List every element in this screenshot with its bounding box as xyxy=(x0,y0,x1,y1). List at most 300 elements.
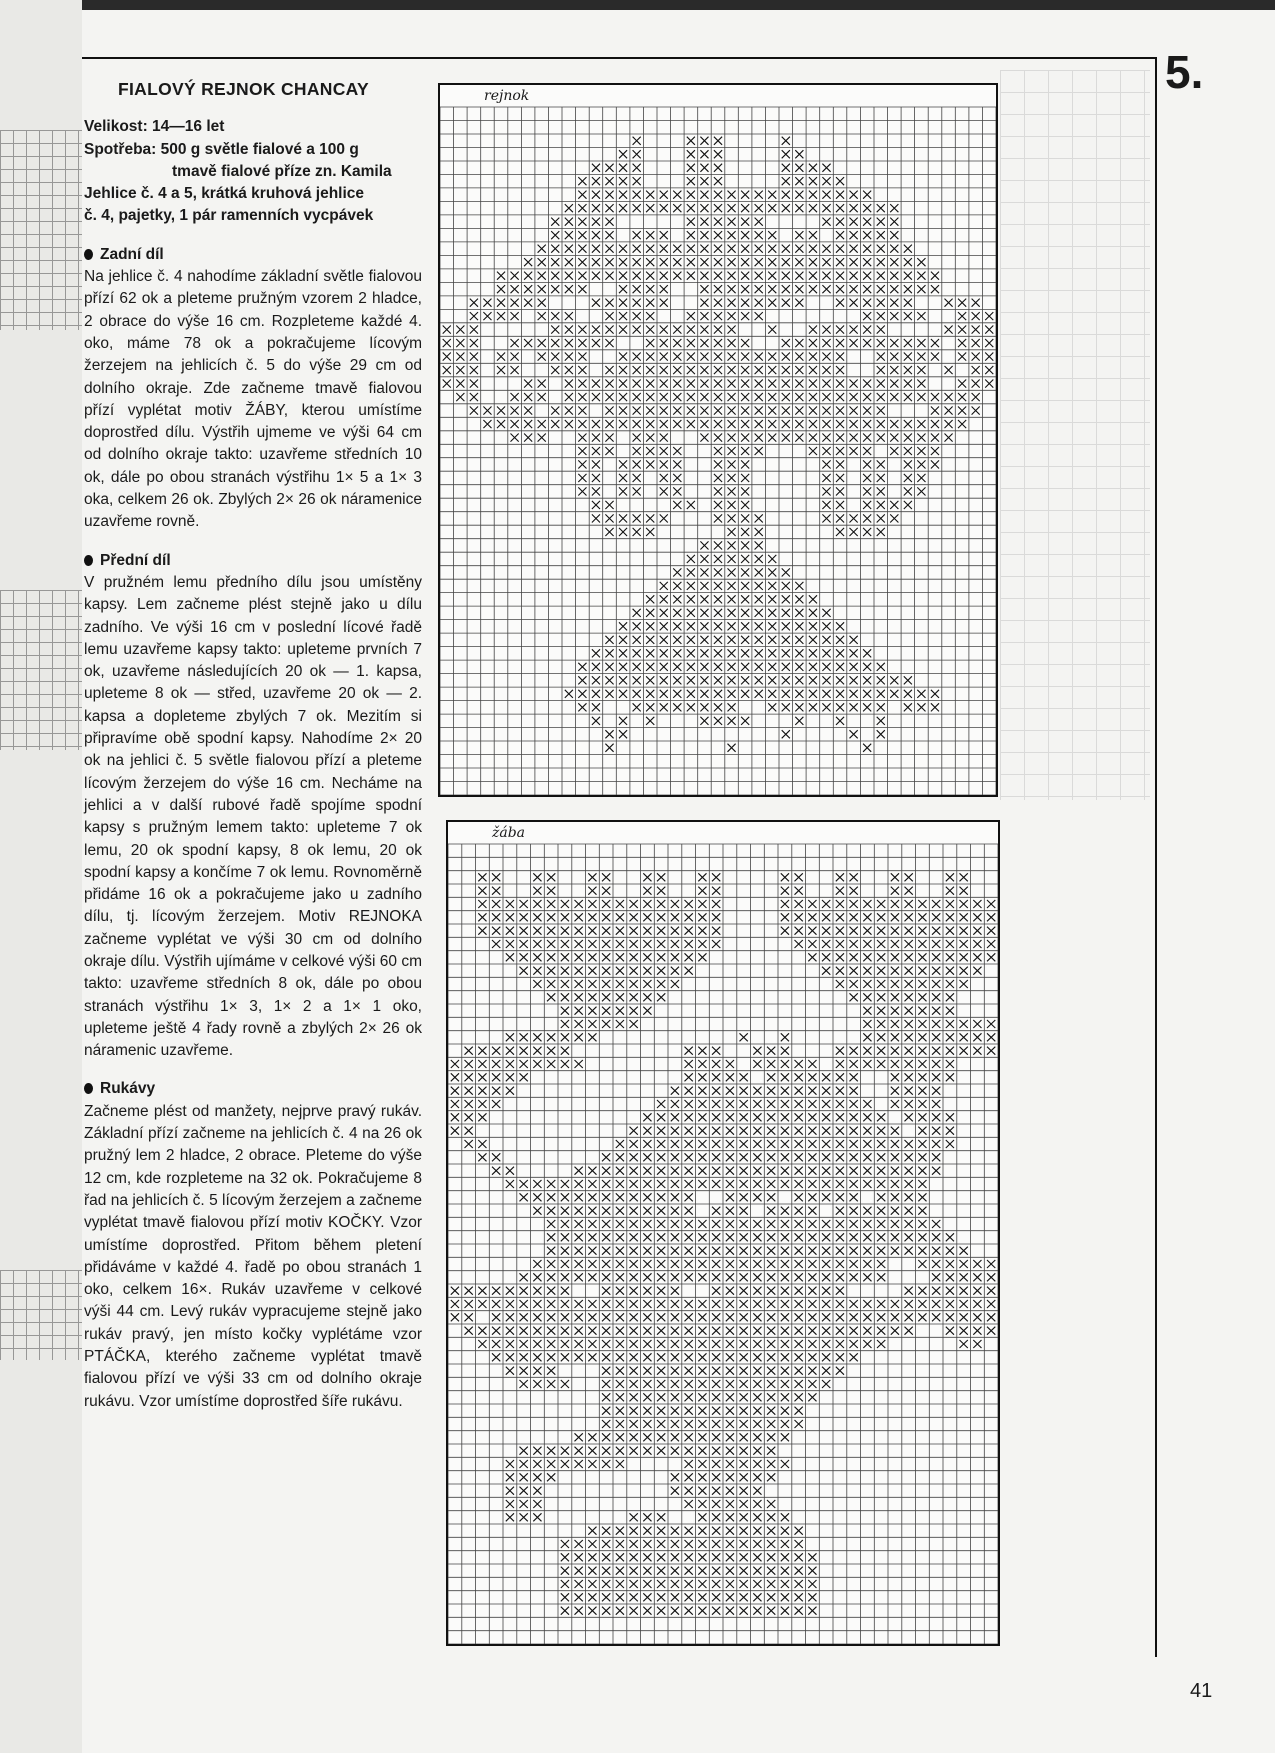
stitch-mark xyxy=(592,393,600,401)
stitch-mark xyxy=(646,299,654,307)
stitch-mark xyxy=(633,326,641,334)
stitch-mark xyxy=(698,1153,706,1161)
stitch-mark xyxy=(753,1353,761,1361)
stitch-mark xyxy=(578,474,586,482)
stitch-mark xyxy=(685,1567,693,1575)
stitch-mark xyxy=(808,1193,816,1201)
stitch-mark xyxy=(660,299,668,307)
stitch-mark xyxy=(561,1180,569,1188)
stitch-mark xyxy=(698,1447,706,1455)
stitch-mark xyxy=(605,366,613,374)
stitch-mark xyxy=(808,1247,816,1255)
stitch-mark xyxy=(483,299,491,307)
stitch-mark xyxy=(657,980,665,988)
stitch-mark xyxy=(588,1233,596,1241)
stitch-mark xyxy=(456,339,464,347)
stitch-mark xyxy=(905,1033,913,1041)
stitch-mark xyxy=(657,887,665,895)
stitch-mark xyxy=(630,1433,638,1441)
stitch-mark xyxy=(633,353,641,361)
stitch-mark xyxy=(755,595,763,603)
stitch-mark xyxy=(533,1313,541,1321)
stitch-mark xyxy=(836,434,844,442)
stitch-mark xyxy=(808,1367,816,1375)
stitch-mark xyxy=(795,204,803,212)
stitch-mark xyxy=(630,967,638,975)
stitch-mark xyxy=(932,1287,940,1295)
stitch-mark xyxy=(478,913,486,921)
stitch-mark xyxy=(547,1340,555,1348)
stitch-mark xyxy=(506,1513,514,1521)
stitch-mark xyxy=(850,1153,858,1161)
stitch-mark xyxy=(850,1087,858,1095)
stitch-mark xyxy=(890,501,898,509)
stitch-mark xyxy=(958,339,966,347)
stitch-mark xyxy=(863,272,871,280)
stitch-mark xyxy=(643,1313,651,1321)
stitch-mark xyxy=(726,1513,734,1521)
stitch-mark xyxy=(891,887,899,895)
stitch-mark xyxy=(768,636,776,644)
stitch-mark xyxy=(492,1327,500,1335)
stitch-mark xyxy=(633,434,641,442)
stitch-mark xyxy=(592,258,600,266)
stitch-mark xyxy=(616,1460,624,1468)
stitch-mark xyxy=(822,1367,830,1375)
stitch-mark xyxy=(836,927,844,935)
stitch-mark xyxy=(795,1167,803,1175)
stitch-mark xyxy=(616,1327,624,1335)
stitch-mark xyxy=(850,420,858,428)
stitch-mark xyxy=(808,1273,816,1281)
stitch-mark xyxy=(538,434,546,442)
stitch-mark xyxy=(877,900,885,908)
stitch-mark xyxy=(728,353,736,361)
stitch-mark xyxy=(561,967,569,975)
stitch-mark xyxy=(905,1140,913,1148)
stitch-mark xyxy=(605,636,613,644)
stitch-mark xyxy=(712,940,720,948)
stitch-mark xyxy=(685,1247,693,1255)
stitch-mark xyxy=(960,927,968,935)
stitch-mark xyxy=(740,1500,748,1508)
stitch-mark xyxy=(630,900,638,908)
stitch-mark xyxy=(671,1273,679,1281)
stitch-mark xyxy=(836,690,844,698)
stitch-mark xyxy=(741,622,749,630)
stitch-mark xyxy=(630,940,638,948)
stitch-mark xyxy=(575,1313,583,1321)
stitch-mark xyxy=(973,900,981,908)
stitch-mark xyxy=(782,420,790,428)
stitch-mark xyxy=(712,900,720,908)
stitch-mark xyxy=(768,663,776,671)
stitch-mark xyxy=(660,380,668,388)
stitch-mark xyxy=(836,1073,844,1081)
stitch-mark xyxy=(643,1127,651,1135)
stitch-mark xyxy=(673,595,681,603)
stitch-mark xyxy=(643,1447,651,1455)
stitch-mark xyxy=(619,164,627,172)
stitch-mark xyxy=(836,717,844,725)
stitch-mark xyxy=(712,1047,720,1055)
stitch-mark xyxy=(753,1193,761,1201)
page-number: 41 xyxy=(1190,1680,1213,1702)
stitch-mark xyxy=(673,649,681,657)
stitch-mark xyxy=(616,1153,624,1161)
stitch-mark xyxy=(660,609,668,617)
stitch-mark xyxy=(588,1167,596,1175)
stitch-mark xyxy=(768,568,776,576)
stitch-mark xyxy=(932,967,940,975)
stitch-mark xyxy=(972,366,980,374)
stitch-mark xyxy=(551,272,559,280)
stitch-mark xyxy=(946,900,954,908)
stitch-mark xyxy=(782,663,790,671)
stitch-mark xyxy=(877,420,885,428)
chart-rejnok xyxy=(438,83,998,797)
stitch-mark xyxy=(524,299,532,307)
stitch-mark xyxy=(728,245,736,253)
stitch-mark xyxy=(836,900,844,908)
stitch-mark xyxy=(588,1247,596,1255)
stitch-mark xyxy=(726,1500,734,1508)
stitch-mark xyxy=(741,609,749,617)
stitch-mark xyxy=(633,380,641,388)
stitch-mark xyxy=(619,150,627,158)
stitch-mark xyxy=(575,1607,583,1615)
stitch-mark xyxy=(985,339,993,347)
stitch-mark xyxy=(497,285,505,293)
stitch-mark xyxy=(781,1553,789,1561)
stitch-mark xyxy=(698,1580,706,1588)
stitch-mark xyxy=(602,1300,610,1308)
stitch-mark xyxy=(741,312,749,320)
stitch-mark xyxy=(728,663,736,671)
stitch-mark xyxy=(619,730,627,738)
stitch-mark xyxy=(646,514,654,522)
stitch-mark xyxy=(630,1407,638,1415)
stitch-mark xyxy=(822,1140,830,1148)
stitch-mark xyxy=(712,1247,720,1255)
stitch-mark xyxy=(808,1167,816,1175)
stitch-mark xyxy=(850,663,858,671)
stitch-mark xyxy=(533,1193,541,1201)
stitch-mark xyxy=(795,1140,803,1148)
stitch-mark xyxy=(588,1460,596,1468)
stitch-mark xyxy=(891,1180,899,1188)
stitch-mark xyxy=(605,690,613,698)
stitch-mark xyxy=(795,353,803,361)
stitch-mark xyxy=(646,380,654,388)
stitch-mark xyxy=(905,1327,913,1335)
stitch-mark xyxy=(809,258,817,266)
stitch-mark xyxy=(671,1407,679,1415)
stitch-mark xyxy=(712,927,720,935)
stitch-mark xyxy=(561,1220,569,1228)
stitch-mark xyxy=(673,582,681,590)
stitch-mark xyxy=(877,528,885,536)
stitch-mark xyxy=(753,1460,761,1468)
stitch-mark xyxy=(960,873,968,881)
stitch-mark xyxy=(602,940,610,948)
stitch-mark xyxy=(506,1340,514,1348)
stitch-mark xyxy=(619,636,627,644)
stitch-mark xyxy=(740,1353,748,1361)
stitch-mark xyxy=(687,272,695,280)
section-text: Na jehlice č. 4 nahodíme základní světle fialovou přízí 62 ok a pleteme pružným vzorem 2 hladce, 2 obrace do výše 16 cm. Rozpleteme každé 4. oko, máme 78 ok a pokračujeme lícovým žerzejem na jehlicích č. 5 do výše 29 cm od dolního okraje. Zde začneme tmavě fialovou přízí vyplétat motiv ŽÁBY, kterou umístíme doprostřed dílu. Výstřih ujmeme ve výši 64 cm od dolního okraje takto: uzavřeme středních 10 ok, dále po obou stranách výstřihu 1× 5 a 1× 3 oka, celkem 26 ok. Zbylých 2× 26 ok náramenice uzavřeme rovně. xyxy=(84,268,422,531)
stitch-mark xyxy=(918,1007,926,1015)
stitch-mark xyxy=(630,1420,638,1428)
stitch-mark xyxy=(822,663,830,671)
stitch-mark xyxy=(633,272,641,280)
stitch-mark xyxy=(850,636,858,644)
stitch-mark xyxy=(795,690,803,698)
stitch-mark xyxy=(685,1327,693,1335)
stitch-mark xyxy=(616,993,624,1001)
stitch-mark xyxy=(905,1073,913,1081)
stitch-mark xyxy=(960,1260,968,1268)
stitch-mark xyxy=(767,1353,775,1361)
stitch-mark xyxy=(850,1180,858,1188)
stitch-mark xyxy=(565,339,573,347)
stitch-mark xyxy=(698,1540,706,1548)
stitch-mark xyxy=(698,1313,706,1321)
stitch-mark xyxy=(877,326,885,334)
stitch-mark xyxy=(698,1353,706,1361)
stitch-mark xyxy=(740,1260,748,1268)
stitch-mark xyxy=(671,940,679,948)
stitch-mark xyxy=(671,967,679,975)
stitch-mark xyxy=(538,285,546,293)
stitch-mark xyxy=(602,1380,610,1388)
stitch-mark xyxy=(782,380,790,388)
stitch-mark xyxy=(551,258,559,266)
stitch-mark xyxy=(630,1607,638,1615)
stitch-mark xyxy=(822,1300,830,1308)
stitch-mark xyxy=(643,1580,651,1588)
stitch-mark xyxy=(905,1180,913,1188)
stitch-mark xyxy=(877,1060,885,1068)
stitch-mark xyxy=(616,1580,624,1588)
stitch-mark xyxy=(836,218,844,226)
stitch-mark xyxy=(687,622,695,630)
stitch-mark xyxy=(768,595,776,603)
stitch-mark xyxy=(808,953,816,961)
stitch-mark xyxy=(809,434,817,442)
stitch-mark xyxy=(619,312,627,320)
stitch-mark xyxy=(602,967,610,975)
stitch-mark xyxy=(602,1460,610,1468)
stitch-mark xyxy=(714,690,722,698)
stitch-mark xyxy=(643,993,651,1001)
stitch-mark xyxy=(822,460,830,468)
stitch-mark xyxy=(850,980,858,988)
stitch-mark xyxy=(700,137,708,145)
stitch-mark xyxy=(492,1340,500,1348)
stitch-mark xyxy=(781,1047,789,1055)
stitch-mark xyxy=(547,980,555,988)
stitch-mark xyxy=(643,1380,651,1388)
stitch-mark xyxy=(917,460,925,468)
stitch-mark xyxy=(588,1540,596,1548)
stitch-mark xyxy=(932,927,940,935)
stitch-mark xyxy=(578,420,586,428)
stitch-mark xyxy=(877,245,885,253)
stitch-mark xyxy=(712,1273,720,1281)
stitch-mark xyxy=(728,460,736,468)
stitch-mark xyxy=(630,1193,638,1201)
stitch-mark xyxy=(795,366,803,374)
stitch-mark xyxy=(533,953,541,961)
stitch-mark xyxy=(588,1527,596,1535)
stitch-mark xyxy=(753,1473,761,1481)
stitch-mark xyxy=(630,1340,638,1348)
stitch-mark xyxy=(822,366,830,374)
stitch-mark xyxy=(904,487,912,495)
stitch-mark xyxy=(932,1247,940,1255)
stitch-mark xyxy=(946,1033,954,1041)
stitch-mark xyxy=(741,339,749,347)
stitch-mark xyxy=(726,1593,734,1601)
stitch-mark xyxy=(877,1327,885,1335)
stitch-mark xyxy=(768,407,776,415)
stitch-mark xyxy=(850,339,858,347)
stitch-mark xyxy=(483,407,491,415)
stitch-mark xyxy=(877,1233,885,1241)
stitch-mark xyxy=(561,1380,569,1388)
stitch-mark xyxy=(533,1473,541,1481)
stitch-mark xyxy=(972,339,980,347)
stitch-mark xyxy=(685,1193,693,1201)
stitch-mark xyxy=(917,703,925,711)
stitch-mark xyxy=(836,231,844,239)
stitch-mark xyxy=(877,285,885,293)
stitch-mark xyxy=(905,1060,913,1068)
stitch-mark xyxy=(767,1313,775,1321)
stitch-mark xyxy=(877,703,885,711)
stitch-mark xyxy=(712,1313,720,1321)
stitch-mark xyxy=(714,218,722,226)
stitch-mark xyxy=(877,339,885,347)
stitch-mark xyxy=(619,353,627,361)
stitch-mark xyxy=(904,380,912,388)
stitch-mark xyxy=(565,380,573,388)
stitch-mark xyxy=(781,1113,789,1121)
stitch-mark xyxy=(616,1300,624,1308)
stitch-mark xyxy=(687,326,695,334)
stitch-mark xyxy=(946,913,954,921)
stitch-mark xyxy=(538,339,546,347)
stitch-mark xyxy=(782,258,790,266)
stitch-mark xyxy=(443,380,451,388)
stitch-mark xyxy=(700,299,708,307)
stitch-mark xyxy=(728,501,736,509)
stitch-mark xyxy=(630,1580,638,1588)
stitch-mark xyxy=(767,1540,775,1548)
stitch-mark xyxy=(863,703,871,711)
stitch-mark xyxy=(712,1167,720,1175)
stitch-mark xyxy=(630,953,638,961)
stitch-mark xyxy=(633,622,641,630)
stitch-mark xyxy=(616,1567,624,1575)
stitch-mark xyxy=(602,1247,610,1255)
stitch-mark xyxy=(492,1060,500,1068)
stitch-mark xyxy=(714,420,722,428)
stitch-mark xyxy=(524,434,532,442)
stitch-mark xyxy=(877,231,885,239)
stitch-mark xyxy=(687,218,695,226)
stitch-mark xyxy=(671,1327,679,1335)
stitch-mark xyxy=(630,1260,638,1268)
stitch-mark xyxy=(673,407,681,415)
stitch-mark xyxy=(714,164,722,172)
stitch-mark xyxy=(985,353,993,361)
stitch-mark xyxy=(657,1233,665,1241)
stitch-mark xyxy=(700,326,708,334)
stitch-mark xyxy=(712,1073,720,1081)
show-through-grid xyxy=(1000,70,1150,800)
stitch-mark xyxy=(478,1113,486,1121)
stitch-mark xyxy=(740,1327,748,1335)
stitch-mark xyxy=(630,1273,638,1281)
stitch-mark xyxy=(904,434,912,442)
stitch-mark xyxy=(660,582,668,590)
stitch-mark xyxy=(740,1127,748,1135)
stitch-mark xyxy=(891,1167,899,1175)
stitch-mark xyxy=(767,1273,775,1281)
stitch-mark xyxy=(565,312,573,320)
stitch-mark xyxy=(877,663,885,671)
stitch-mark xyxy=(578,218,586,226)
stitch-mark xyxy=(850,528,858,536)
stitch-mark xyxy=(657,1513,665,1521)
stitch-mark xyxy=(660,353,668,361)
stitch-mark xyxy=(836,1207,844,1215)
stitch-mark xyxy=(767,1127,775,1135)
stitch-mark xyxy=(753,1447,761,1455)
stitch-mark xyxy=(643,900,651,908)
stitch-mark xyxy=(465,1073,473,1081)
stitch-mark xyxy=(673,501,681,509)
stitch-mark xyxy=(712,1327,720,1335)
stitch-mark xyxy=(808,1140,816,1148)
stitch-mark xyxy=(588,873,596,881)
stitch-mark xyxy=(877,1180,885,1188)
stitch-mark xyxy=(687,164,695,172)
stitch-mark xyxy=(753,1220,761,1228)
stitch-mark xyxy=(646,460,654,468)
stitch-mark xyxy=(588,1580,596,1588)
stitch-mark xyxy=(700,703,708,711)
stitch-mark xyxy=(768,703,776,711)
stitch-mark xyxy=(533,1273,541,1281)
stitch-mark xyxy=(643,1593,651,1601)
stitch-mark xyxy=(646,434,654,442)
stitch-mark xyxy=(781,887,789,895)
stitch-mark xyxy=(850,873,858,881)
stitch-mark xyxy=(740,1580,748,1588)
stitch-mark xyxy=(605,730,613,738)
stitch-mark xyxy=(575,993,583,1001)
stitch-mark xyxy=(643,1260,651,1268)
stitch-mark xyxy=(755,609,763,617)
stitch-mark xyxy=(960,900,968,908)
stitch-mark xyxy=(863,953,871,961)
stitch-mark xyxy=(877,980,885,988)
stitch-mark xyxy=(605,447,613,455)
stitch-mark xyxy=(740,1447,748,1455)
